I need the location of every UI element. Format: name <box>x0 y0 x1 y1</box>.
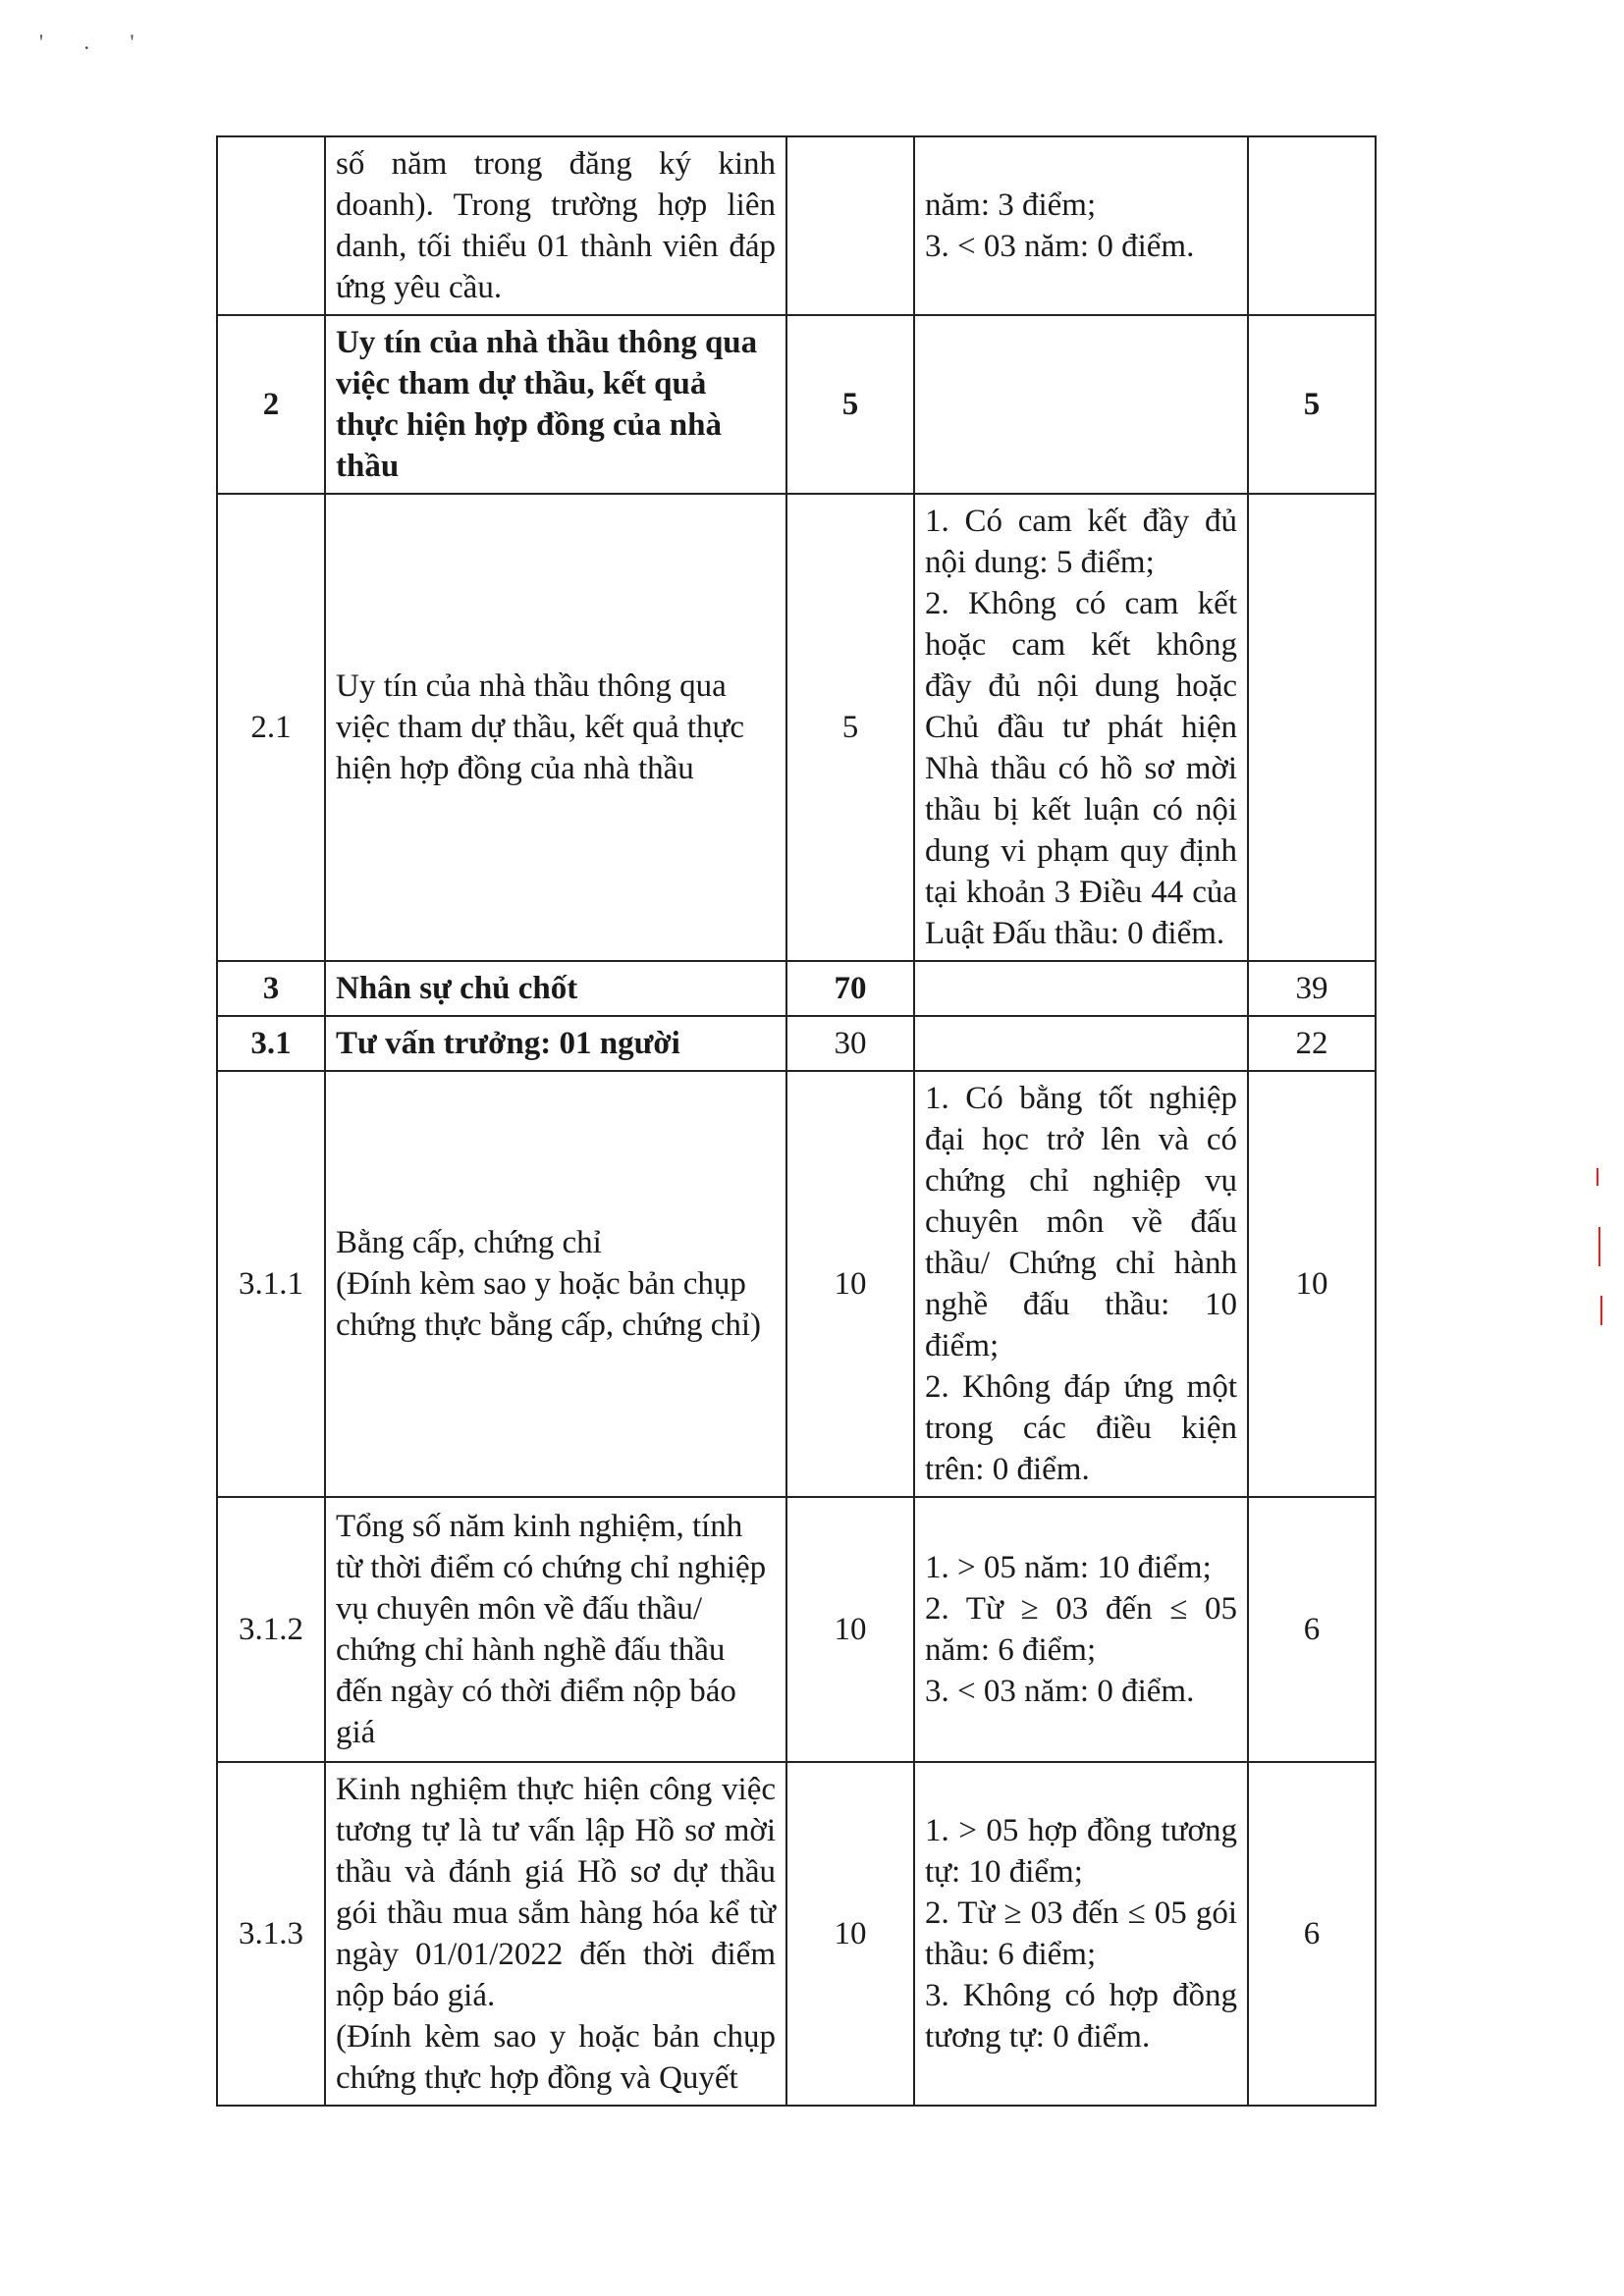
row-number: 3.1.2 <box>217 1497 325 1762</box>
criterion-text: Uy tín của nhà thầu thông qua việc tham dự thầu, kết quả thực hiện hợp đồng của nhà thầu <box>336 668 745 786</box>
scale-line: 2. Từ ≥ 03 đến ≤ 05 gói thầu: 6 điểm; <box>925 1896 1237 1972</box>
scale-line: 1. Có bằng tốt nghiệp đại học trở lên và có chứng chỉ nghiệp vụ chuyên môn về đấu thầu/ Chứng chỉ hành nghề đấu thầu: 10 điểm; <box>925 1081 1237 1363</box>
scoring-scale <box>914 136 1248 315</box>
scale-line: 1. > 05 hợp đồng tương tự: 10 điểm; <box>925 1813 1237 1890</box>
criterion-text: Nhân sự chủ chốt <box>336 971 578 1006</box>
scoring-scale <box>914 1762 1248 2106</box>
scale-line: 1. Có cam kết đầy đủ nội dung: 5 điểm; <box>925 504 1237 580</box>
scoring-scale <box>914 961 1248 1016</box>
row-number <box>217 136 325 315</box>
scale-line: 3. < 03 năm: 0 điểm. <box>925 1674 1195 1709</box>
awarded-score: 5 <box>1248 315 1376 494</box>
criterion-cell <box>325 1497 786 1762</box>
criterion-text: Uy tín của nhà thầu thông qua việc tham dự thầu, kết quả thực hiện hợp đồng của nhà thầu <box>336 325 758 484</box>
criterion-cell <box>325 961 786 1016</box>
evaluation-table <box>216 135 1377 2107</box>
row-number: 3 <box>217 961 325 1016</box>
table-row <box>217 136 1376 315</box>
max-score: 10 <box>786 1071 914 1497</box>
criterion-cell <box>325 315 786 494</box>
awarded-score: 6 <box>1248 1762 1376 2106</box>
max-score: 10 <box>786 1497 914 1762</box>
awarded-score <box>1248 136 1376 315</box>
scale-line: 3. < 03 năm: 0 điểm. <box>925 229 1195 264</box>
criterion-cell <box>325 1016 786 1071</box>
criterion-cell <box>325 1071 786 1497</box>
max-score: 5 <box>786 315 914 494</box>
scale-line: 2. Từ ≥ 03 đến ≤ 05 năm: 6 điểm; <box>925 1591 1237 1668</box>
table-row <box>217 494 1376 961</box>
awarded-score: 6 <box>1248 1497 1376 1762</box>
scale-line: 3. Không có hợp đồng tương tự: 0 điểm. <box>925 1978 1237 2055</box>
awarded-score: 22 <box>1248 1016 1376 1071</box>
criterion-text: Bằng cấp, chứng chỉ <box>336 1225 602 1260</box>
red-pen-mark <box>1600 1296 1602 1325</box>
scale-line: 2. Không đáp ứng một trong các điều kiện trên: 0 điểm. <box>925 1369 1237 1487</box>
max-score: 30 <box>786 1016 914 1071</box>
criterion-cell <box>325 136 786 315</box>
scoring-scale <box>914 1497 1248 1762</box>
criterion-text: Tư vấn trưởng: 01 người <box>336 1026 680 1061</box>
table-row <box>217 1762 1376 2106</box>
max-score: 10 <box>786 1762 914 2106</box>
scale-line: 2. Không có cam kết hoặc cam kết không đầy đủ nội dung hoặc Chủ đầu tư phát hiện Nhà thầu có hồ sơ mời thầu bị kết luận có nội dung vi phạm quy định tại khoản 3 Điều 44 của Luật Đấu thầu: 0 điểm. <box>925 586 1237 951</box>
criterion-cell <box>325 494 786 961</box>
max-score <box>786 136 914 315</box>
max-score: 70 <box>786 961 914 1016</box>
table-row <box>217 1071 1376 1497</box>
scoring-scale <box>914 315 1248 494</box>
awarded-score: 39 <box>1248 961 1376 1016</box>
table-row <box>217 1016 1376 1071</box>
table-row <box>217 315 1376 494</box>
row-number: 3.1.1 <box>217 1071 325 1497</box>
row-number: 3.1.3 <box>217 1762 325 2106</box>
awarded-score: 10 <box>1248 1071 1376 1497</box>
scan-specks: ' . ' <box>39 29 152 54</box>
scale-line: 1. > 05 năm: 10 điểm; <box>925 1550 1212 1585</box>
red-pen-mark <box>1598 1227 1600 1266</box>
criterion-text: Kinh nghiệm thực hiện công việc tương tự là tư vấn lập Hồ sơ mời thầu và đánh giá Hồ sơ dự thầu gói thầu mua sắm hàng hóa kể từ ngày 01/01/2022 đến thời điểm nộp báo giá. <box>336 1772 776 2013</box>
table-row <box>217 1497 1376 1762</box>
criterion-text: số năm trong đăng ký kinh doanh). Trong trường hợp liên danh, tối thiểu 01 thành viên đáp ứng yêu cầu. <box>336 146 776 305</box>
scoring-scale <box>914 1071 1248 1497</box>
criterion-text: Tổng số năm kinh nghiệm, tính từ thời điểm có chứng chỉ nghiệp vụ chuyên môn về đấu thầu/ chứng chỉ hành nghề đấu thầu đến ngày có thời điểm nộp báo giá <box>336 1509 767 1750</box>
scoring-scale <box>914 494 1248 961</box>
scale-line: năm: 3 điểm; <box>925 187 1097 223</box>
red-pen-mark <box>1597 1168 1598 1186</box>
criterion-note: (Đính kèm sao y hoặc bản chụp chứng thực hợp đồng và Quyết <box>336 2019 776 2096</box>
criterion-cell <box>325 1762 786 2106</box>
row-number: 2.1 <box>217 494 325 961</box>
criterion-note: (Đính kèm sao y hoặc bản chụp chứng thực bằng cấp, chứng chỉ) <box>336 1266 762 1343</box>
scoring-scale <box>914 1016 1248 1071</box>
row-number: 2 <box>217 315 325 494</box>
row-number: 3.1 <box>217 1016 325 1071</box>
max-score: 5 <box>786 494 914 961</box>
table-row <box>217 961 1376 1016</box>
awarded-score <box>1248 494 1376 961</box>
